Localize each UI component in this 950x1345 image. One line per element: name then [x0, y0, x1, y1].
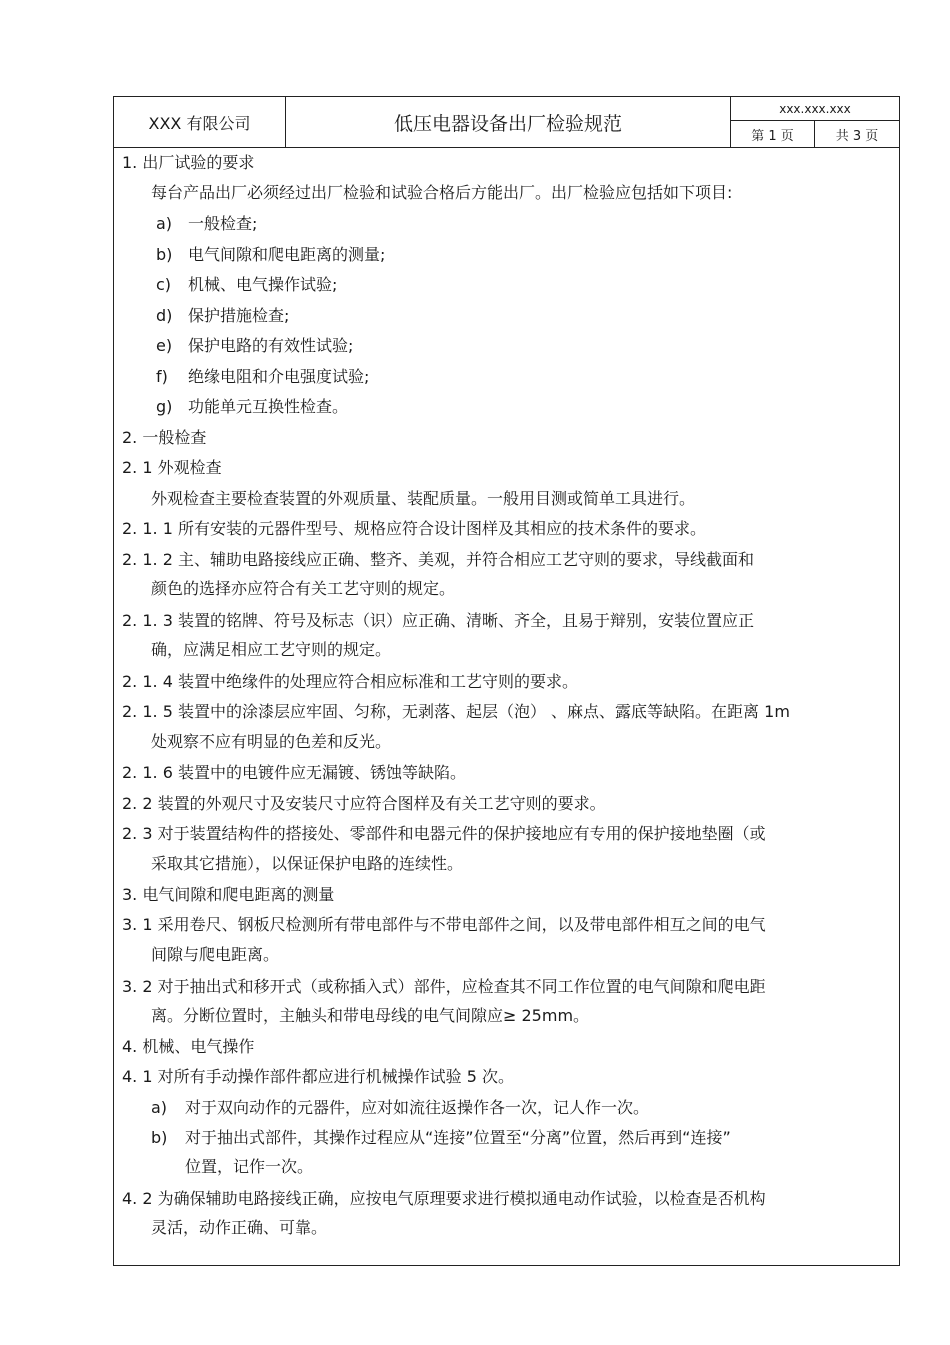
page-total: 共 3 页: [835, 128, 879, 144]
list-item-text: 绝缘电阻和介电强度试验;: [188, 367, 370, 386]
clause-2-1-2: 2. 1. 2 主、辅助电路接线应正确、整齐、美观，并符合相应工艺守则的要求，导线截面和: [122, 550, 754, 569]
page-number: 第 1 页: [731, 121, 815, 147]
list-item-text: 对于双向动作的元器件，应对如流往返操作各一次，记人作一次。: [185, 1098, 650, 1117]
clause-2-1-3-cont: 确，应满足相应工艺守则的规定。: [151, 640, 392, 659]
clause-4-1: 4. 1 对所有手动操作部件都应进行机械操作试验 5 次。: [122, 1067, 514, 1086]
document-header: [114, 97, 899, 148]
clause-2-1-5-cont: 处观察不应有明显的色差和反光。: [151, 732, 392, 751]
section-4-title: 4. 机械、电气操作: [122, 1037, 255, 1056]
list-item-label: a): [156, 214, 173, 233]
list-item-text: 机械、电气操作试验;: [188, 275, 338, 294]
clause-2-1-4: 2. 1. 4 装置中绝缘件的处理应符合相应标准和工艺守则的要求。: [122, 672, 578, 691]
clause-2-1-2-cont: 颜色的选择亦应符合有关工艺守则的规定。: [151, 579, 456, 598]
list-item: [156, 366, 369, 388]
section-2-title: 2. 一般检查: [122, 428, 207, 447]
clause-2-1-3: 2. 1. 3 装置的铭牌、符号及标志（识）应正确、清晰、齐全，且易于辩别，安装位置应正: [122, 611, 754, 630]
list-item-text: 功能单元互换性检查。: [188, 397, 349, 416]
list-item-label: b): [151, 1128, 168, 1147]
list-item: [156, 274, 337, 296]
list-item-label: f): [156, 367, 168, 386]
clause-2-1-6: 2. 1. 6 装置中的电镀件应无漏镀、锈蚀等缺陷。: [122, 763, 466, 782]
list-item-cont: 位置，记作一次。: [185, 1157, 314, 1176]
list-item-label: e): [156, 336, 173, 355]
clause-2-1-5: 2. 1. 5 装置中的涂漆层应牢固、匀称，无剥落、起层（泡） 、麻点、露底等缺陷。在距离 1m: [122, 702, 790, 721]
list-item-label: c): [156, 275, 172, 294]
list-item: [156, 213, 257, 235]
list-item-text: 电气间隙和爬电距离的测量;: [188, 245, 386, 264]
clause-2-3-cont: 采取其它措施），以保证保护电路的连续性。: [151, 854, 464, 873]
list-item-text: 对于抽出式部件，其操作过程应从“连接”位置至“分离”位置，然后再到“连接”: [185, 1128, 731, 1147]
clause-3-1-cont: 间隙与爬电距离。: [151, 945, 280, 964]
section-1-intro: 每台产品出厂必须经过出厂检验和试验合格后方能出厂。出厂检验应包括如下项目:: [151, 183, 733, 202]
section-2-1-intro: 外观检查主要检查装置的外观质量、装配质量。一般用目测或简单工具进行。: [151, 489, 696, 508]
document-title: 低压电器设备出厂检验规范: [286, 97, 731, 147]
clause-2-1-1: 2. 1. 1 所有安装的元器件型号、规格应符合设计图样及其相应的技术条件的要求。: [122, 519, 706, 538]
clause-3-2-cont: 离。分断位置时，主触头和带电母线的电气间隙应≥ 25mm。: [151, 1006, 590, 1025]
list-item-text: 保护电路的有效性试验;: [188, 336, 354, 355]
list-item: [151, 1097, 649, 1119]
list-item: [156, 244, 385, 266]
list-item: [151, 1127, 731, 1149]
list-item: [156, 305, 289, 327]
list-item-label: d): [156, 306, 173, 325]
clause-2-3: 2. 3 对于装置结构件的搭接处、零部件和电器元件的保护接地应有专用的保护接地垫圈（或: [122, 824, 766, 843]
clause-3-2: 3. 2 对于抽出式和移开式（或称插入式）部件，应检查其不同工作位置的电气间隙和爬电距: [122, 977, 766, 996]
clause-4-2-cont: 灵活，动作正确、可靠。: [151, 1218, 328, 1237]
document-code: xxx.xxx.xxx: [731, 97, 899, 121]
clause-3-1: 3. 1 采用卷尺、钢板尺检测所有带电部件与不带电部件之间，以及带电部件相互之间的电气: [122, 915, 766, 934]
company-name: XXX 有限公司: [114, 97, 286, 147]
list-item-text: 一般检查;: [188, 214, 258, 233]
list-item-label: b): [156, 245, 173, 264]
list-item: [156, 396, 348, 418]
list-item-label: a): [151, 1098, 168, 1117]
section-1-title: 1. 出厂试验的要求: [122, 153, 255, 172]
document-frame: [113, 96, 900, 1266]
clause-4-2: 4. 2 为确保辅助电路接线正确，应按电气原理要求进行模拟通电动作试验，以检查是否机构: [122, 1189, 766, 1208]
list-item: [156, 335, 353, 357]
section-3-title: 3. 电气间隙和爬电距离的测量: [122, 885, 335, 904]
list-item-label: g): [156, 397, 173, 416]
section-2-1-title: 2. 1 外观检查: [122, 458, 222, 477]
clause-2-2: 2. 2 装置的外观尺寸及安装尺寸应符合图样及有关工艺守则的要求。: [122, 794, 606, 813]
list-item-text: 保护措施检查;: [188, 306, 290, 325]
